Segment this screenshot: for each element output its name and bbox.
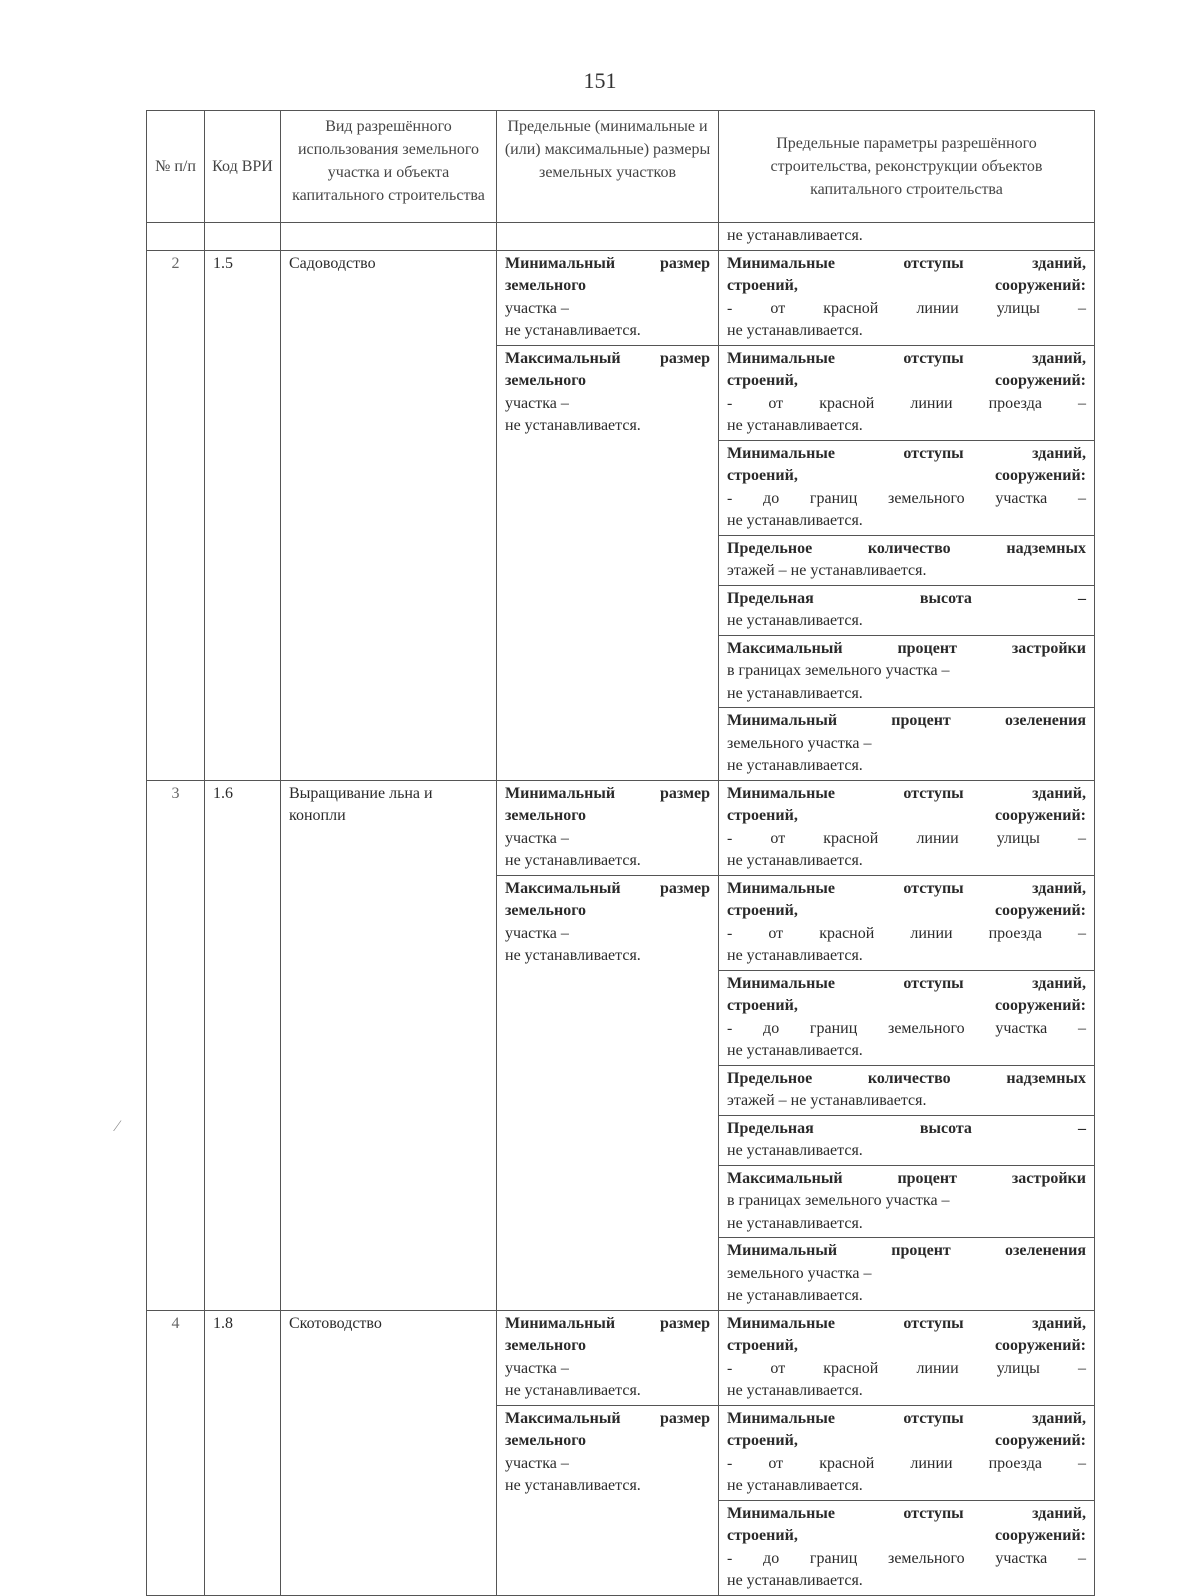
row-use-name: Выращивание льна и конопли [281,780,497,1310]
land-use-table [146,110,1095,1596]
header-use-type: Вид разрешённого использования земельного участка и объекта капитального строительства [281,111,497,223]
param-line: - до границ земельного участка – [727,1019,1086,1037]
param-line: - от красной линии проезда – [727,1454,1086,1472]
scan-mark: ⁄ [116,1118,119,1135]
param-cell [719,970,1095,1065]
param-cell [719,440,1095,535]
header-plot-size: Предельные (минимальные и (или) максимальные) размеры земельных участков [497,111,719,223]
param-heading: Предельное количество надземных [727,539,1086,557]
param-heading: Минимальные отступы зданий, [727,784,1086,802]
param-line: строений, сооружений: [727,807,1086,824]
param-heading: Минимальные отступы зданий, [727,254,1086,272]
param-heading: Минимальные отступы зданий, [727,1314,1086,1332]
param-heading: Максимальный процент застройки [727,1169,1086,1187]
param-cell [719,1500,1095,1595]
param-line: не устанавливается. [727,852,863,869]
param-heading: Максимальный размер земельного [505,349,710,389]
max-plot-size-cell [497,1405,719,1595]
param-cell [719,1065,1095,1115]
param-line: не устанавливается. [727,757,863,774]
param-heading: Минимальный процент озеленения [727,712,1086,729]
param-cell [719,1310,1095,1405]
param-heading: Предельная высота – [727,1119,1086,1137]
cont-cell-size [497,223,719,251]
param-line: не устанавливается. [727,322,863,339]
param-line: земельного участка – [727,734,872,752]
param-line: не устанавливается. [727,684,863,702]
param-line: не устанавливается. [727,1142,863,1159]
param-cell [719,708,1095,781]
param-line: не устанавливается. [505,1477,641,1494]
cont-cell-name [281,223,497,251]
param-heading: Минимальный размер земельного [505,254,710,294]
param-cell [719,875,1095,970]
param-line: не устанавливается. [505,1382,641,1399]
row-code: 1.6 [205,780,281,1310]
param-line: строений, сооружений: [727,997,1086,1014]
param-heading: Максимальный процент застройки [727,639,1086,657]
max-plot-size-cell [497,875,719,1310]
param-heading: Предельное количество надземных [727,1069,1086,1087]
param-line: не устанавливается. [727,947,863,964]
param-line: не устанавливается. [505,947,641,964]
param-line: в границах земельного участка – [727,1192,950,1209]
param-cell [719,345,1095,440]
param-line: не устанавливается. [727,1477,863,1494]
param-line: не устанавливается. [727,512,863,529]
param-line: - до границ земельного участка – [727,489,1086,507]
header-build-params: Предельные параметры разрешённого строительства, реконструкции объектов капитального строительства [719,111,1095,223]
param-line: не устанавливается. [727,612,863,629]
row-number: 2 [147,250,205,780]
param-line: не устанавливается. [727,1572,863,1589]
param-line: - от красной линии проезда – [727,924,1086,942]
param-heading: Предельная высота – [727,589,1086,607]
param-line: участка – [505,829,569,847]
row-use-name: Скотоводство [281,1310,497,1595]
param-line: строений, сооружений: [727,902,1086,919]
param-line: не устанавливается. [505,322,641,339]
param-cell [719,1115,1095,1165]
cont-cell-param: не устанавливается. [719,223,1095,251]
param-line: строений, сооружений: [727,1432,1086,1449]
table-row [147,1310,1095,1405]
param-heading: Максимальный размер земельного [505,1409,710,1449]
min-plot-size-cell [497,780,719,875]
param-line: строений, сооружений: [727,1337,1086,1354]
param-line: строений, сооружений: [727,467,1086,484]
param-line: участка – [505,394,569,412]
header-code: Код ВРИ [205,111,281,223]
row-code: 1.8 [205,1310,281,1595]
row-code: 1.5 [205,250,281,780]
param-line: не устанавливается. [727,1382,863,1399]
param-heading: Минимальные отступы зданий, [727,349,1086,367]
header-num: № п/п [147,111,205,223]
param-heading: Минимальный процент озеленения [727,1242,1086,1259]
min-plot-size-cell [497,250,719,345]
param-line: строений, сооружений: [727,372,1086,389]
param-line: - от красной линии улицы – [727,299,1086,317]
param-heading: Минимальные отступы зданий, [727,974,1086,992]
row-number: 3 [147,780,205,1310]
table-row [147,250,1095,345]
param-line: участка – [505,299,569,317]
param-heading: Минимальные отступы зданий, [727,879,1086,897]
table-row [147,780,1095,875]
cont-cell-code [205,223,281,251]
param-line: строений, сооружений: [727,1527,1086,1544]
continuation-row [147,223,1095,251]
param-heading: Максимальный размер земельного [505,879,710,919]
param-line: не устанавливается. [727,1214,863,1232]
param-cell [719,1165,1095,1238]
param-cell [719,635,1095,708]
param-line: - от красной линии проезда – [727,394,1086,412]
param-line: этажей – не устанавливается. [727,562,927,579]
param-heading: Минимальные отступы зданий, [727,1409,1086,1427]
param-line: не устанавливается. [727,417,863,434]
param-cell [719,780,1095,875]
param-line: не устанавливается. [727,1287,863,1304]
param-line: строений, сооружений: [727,277,1086,294]
param-line: этажей – не устанавливается. [727,1092,927,1109]
param-line: участка – [505,1454,569,1472]
param-line: участка – [505,924,569,942]
param-line: в границах земельного участка – [727,662,950,679]
param-line: земельного участка – [727,1264,872,1282]
param-line: не устанавливается. [505,852,641,869]
param-line: участка – [505,1359,569,1377]
param-heading: Минимальные отступы зданий, [727,444,1086,462]
max-plot-size-cell [497,345,719,780]
param-cell [719,585,1095,635]
table-header [147,111,1095,223]
param-line: не устанавливается. [727,1042,863,1059]
param-line: не устанавливается. [505,417,641,434]
param-cell [719,535,1095,585]
param-heading: Минимальный размер земельного [505,1314,710,1354]
cont-cell-num [147,223,205,251]
param-heading: Минимальные отступы зданий, [727,1504,1086,1522]
table-body [147,223,1095,1596]
row-number: 4 [147,1310,205,1595]
param-cell [719,250,1095,345]
param-cell [719,1238,1095,1311]
row-use-name: Садоводство [281,250,497,780]
param-line: - от красной линии улицы – [727,829,1086,847]
param-line: - до границ земельного участка – [727,1549,1086,1567]
min-plot-size-cell [497,1310,719,1405]
page-number: 151 [583,68,617,93]
param-cell [719,1405,1095,1500]
param-heading: Минимальный размер земельного [505,784,710,824]
param-line: - от красной линии улицы – [727,1359,1086,1377]
